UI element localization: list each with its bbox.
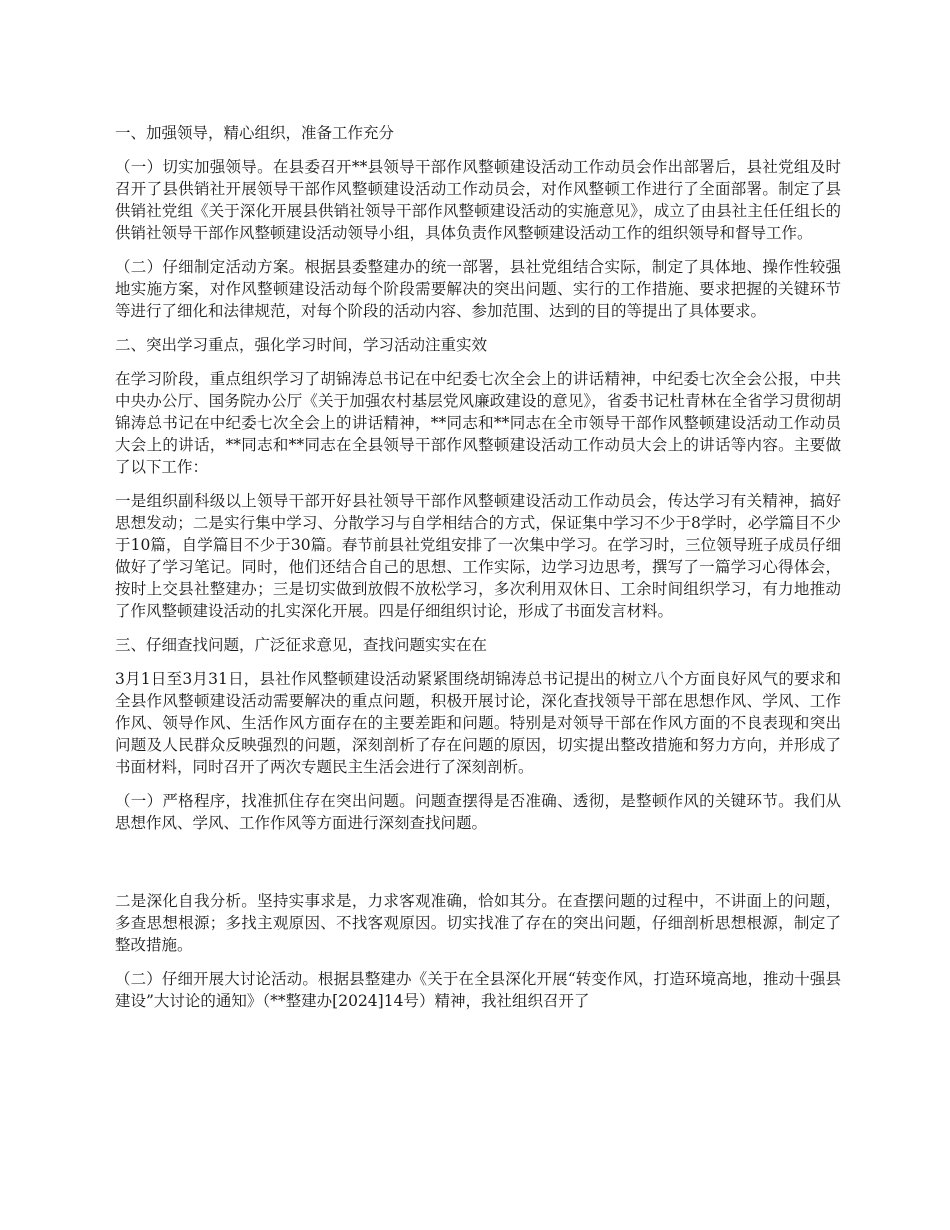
paragraph-self-analysis: 二是深化自我分析。坚持实事求是，力求客观准确，恰如其分。在查摆问题的过程中，不讲面上的问题，多查思想根源；多找主观原因、不找客观原因。切实找准了存在的突出问题，仔细剖析思想根源，制定了整改措施。: [115, 892, 841, 954]
heading-section-1: 一、加强领导，精心组织，准备工作充分: [115, 124, 395, 142]
paragraph-strict-procedure: （一）严格程序，找准抓住存在突出问题。问题查摆得是否准确、透彻，是整顿作风的关键环节。我们从思想作风、学风、工作作风等方面进行深刻查找问题。: [115, 792, 841, 832]
heading-section-3: 三、仔细查找问题，广泛征求意见，查找问题实实在在: [115, 636, 488, 654]
paragraph-problem-search: 3月1日至3月31日，县社作风整顿建设活动紧紧围绕胡锦涛总书记提出的树立八个方面良好风气的要求和全县作风整顿建设活动需要解决的重点问题，积极开展讨论，深化查找领导干部在思想作风、学风、工作作风、领导作风、生活作风方面存在的主要差距和问题。特别是对领导干部在作风方面的不良表现和突出问题及人民群众反映强烈的问题，深刻剖析了存在问题的原因，切实提出整改措施和努力方向，并形成了书面材料，同时召开了两次专题民主生活会进行了深刻剖析。: [115, 670, 841, 776]
blank-space: [115, 846, 841, 890]
heading-section-2: 二、突出学习重点，强化学习时间，学习活动注重实效: [115, 336, 488, 354]
paragraph-study-work: 一是组织副科级以上领导干部开好县社领导干部作风整顿建设活动工作动员会，传达学习有关精神，搞好思想发动；二是实行集中学习、分散学习与自学相结合的方式，保证集中学习不少于8学时，必学篇目不少于10篇，自学篇目不少于30篇。春节前县社党组安排了一次集中学习。在学习时，三位领导班子成员仔细做好了学习笔记。同时，他们还结合自己的思想、工作实际，边学习边思考，撰写了一篇学习心得体会，按时上交县社整建办；三是切实做到放假不放松学习，多次利用双休日、工余时间组织学习，有力地推动了作风整顿建设活动的扎实深化开展。四是仔细组织讨论，形成了书面发言材料。: [115, 492, 841, 620]
paragraph-activity-plan: （二）仔细制定活动方案。根据县委整建办的统一部署，县社党组结合实际，制定了具体地、操作性较强地实施方案，对作风整顿建设活动每个阶段需要解决的突出问题、实行的工作措施、要求把握的关键环节等进行了细化和法律规范，对每个阶段的活动内容、参加范围、达到的目的等提出了具体要求。: [115, 258, 841, 320]
paragraph-study-stage: 在学习阶段，重点组织学习了胡锦涛总书记在中纪委七次全会上的讲话精神，中纪委七次全会公报，中共中央办公厅、国务院办公厅《关于加强农村基层党风廉政建设的意见》，省委书记杜青林在全省学习贯彻胡锦涛总书记在中纪委七次全会上的讲话精神，**同志和**同志在全市领导干部作风整顿建设活动工作动员大会上的讲话，**同志和**同志在全县领导干部作风整顿建设活动工作动员大会上的讲话等内容。主要做了以下工作：: [115, 370, 841, 476]
document-body: [115, 122, 841, 1024]
paragraph-discussion: （二）仔细开展大讨论活动。根据县整建办《关于在全县深化开展“转变作风，打造环境高地，推动十强县建设”大讨论的通知》（**整建办[2024]14号）精神，我社组织召开了: [115, 970, 841, 1010]
paragraph-leadership: （一）切实加强领导。在县委召开**县领导干部作风整顿建设活动工作动员会作出部署后，县社党组及时召开了县供销社开展领导干部作风整顿建设活动工作动员会，对作风整顿工作进行了全面部署。制定了县供销社党组《关于深化开展县供销社领导干部作风整顿建设活动的实施意见》，成立了由县社主任任组长的供销社领导干部作风整顿建设活动领导小组，具体负责作风整顿建设活动工作的组织领导和督导工作。: [115, 158, 841, 242]
